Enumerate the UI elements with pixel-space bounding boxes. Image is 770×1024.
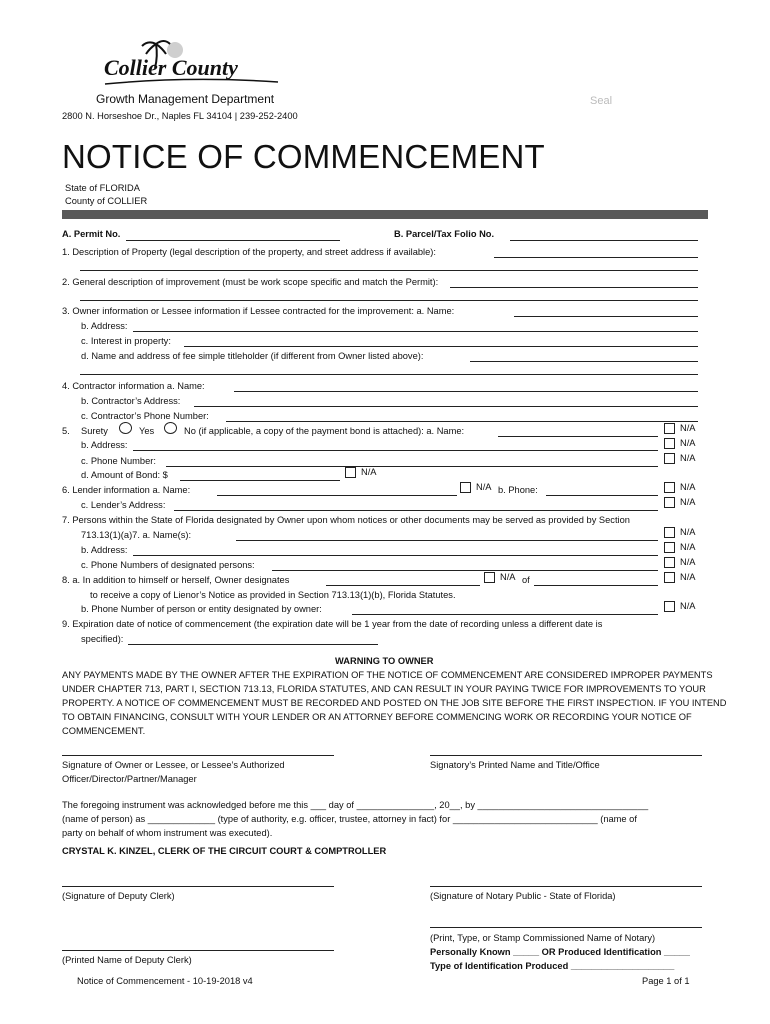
- item-5c-label: c. Phone Number:: [81, 456, 156, 466]
- signatory-name-label: Signatory’s Printed Name and Title/Office: [430, 760, 600, 770]
- na-label: N/A: [680, 497, 696, 507]
- surety-phone-field[interactable]: [166, 466, 658, 467]
- lender-phone-na-checkbox[interactable]: [664, 482, 675, 493]
- surety-phone-na-checkbox[interactable]: [664, 453, 675, 464]
- item-5d-label: d. Amount of Bond: $: [81, 470, 168, 480]
- na-label: N/A: [680, 527, 696, 537]
- notary-signature-field[interactable]: [430, 886, 702, 887]
- page-number: Page 1 of 1: [642, 976, 690, 986]
- contractor-phone-field[interactable]: [226, 421, 698, 422]
- titleholder-field[interactable]: [470, 361, 698, 362]
- deputy-signature-label: (Signature of Deputy Clerk): [62, 891, 175, 901]
- permit-field[interactable]: [126, 240, 340, 241]
- parcel-field[interactable]: [510, 240, 698, 241]
- surety-no-radio[interactable]: [164, 422, 177, 434]
- designee-name-na-checkbox[interactable]: [664, 527, 675, 538]
- identification-type-label: Type of Identification Produced ____________________: [430, 961, 675, 971]
- deputy-signature-field[interactable]: [62, 886, 334, 887]
- na-label: N/A: [680, 572, 696, 582]
- owner-designee-na-checkbox[interactable]: [484, 572, 495, 583]
- na-label: N/A: [680, 453, 696, 463]
- interest-field[interactable]: [184, 346, 698, 347]
- department-name: Growth Management Department: [96, 92, 275, 106]
- item-8-label: 8. a. In addition to himself or herself, Owner designates: [62, 575, 290, 585]
- item-3b-label: b. Address:: [81, 321, 128, 331]
- surety-address-na-checkbox[interactable]: [664, 438, 675, 449]
- deputy-name-field[interactable]: [62, 950, 334, 951]
- item-9-label: 9. Expiration date of notice of commencement (the expiration date will be 1 year from the date of recording unless a different date is: [62, 619, 603, 629]
- owner-designee-of-field[interactable]: [534, 585, 658, 586]
- owner-designee-of-na-checkbox[interactable]: [664, 572, 675, 583]
- item-9-continuation: specified):: [81, 634, 124, 644]
- seal-label: Seal: [590, 95, 613, 107]
- county-label: County of COLLIER: [65, 196, 148, 206]
- na-label: N/A: [361, 467, 377, 477]
- clerk-name: CRYSTAL K. KINZEL, CLERK OF THE CIRCUIT COURT & COMPTROLLER: [62, 846, 387, 856]
- item-3d-label: d. Name and address of fee simple titleholder (if different from Owner listed above):: [81, 351, 424, 361]
- item-8-of-label: of: [522, 575, 530, 585]
- notary-print-label: (Print, Type, or Stamp Commissioned Name of Notary): [430, 933, 656, 943]
- item-7a-label: 713.13(1)(a)7. a. Name(s):: [81, 530, 192, 540]
- item-5b-label: b. Address:: [81, 440, 128, 450]
- designee-phone-na-checkbox[interactable]: [664, 557, 675, 568]
- bond-amount-field[interactable]: [180, 480, 340, 481]
- owner-signature-label: Signature of Owner or Lessee, or Lessee’s Authorized: [62, 760, 285, 770]
- na-label: N/A: [680, 542, 696, 552]
- warning-line-2: UNDER CHAPTER 713, PART I, SECTION 713.13, FLORIDA STATUTES, AND CAN RESULT IN YOUR PAYING TWICE FOR IMPROVEMENTS TO YOUR: [62, 684, 706, 694]
- item-8-continuation: to receive a copy of Lienor’s Notice as provided in Section 713.13(1)(b), Florida Statutes.: [90, 590, 456, 600]
- na-label: N/A: [476, 482, 492, 492]
- owner-designee-field[interactable]: [326, 585, 480, 586]
- owner-address-field[interactable]: [133, 331, 698, 332]
- page-title: NOTICE OF COMMENCEMENT: [62, 138, 545, 175]
- expiration-date-field[interactable]: [128, 644, 378, 645]
- surety-name-na-checkbox[interactable]: [664, 423, 675, 434]
- owner-signature-label-2: Officer/Director/Partner/Manager: [62, 774, 197, 784]
- lender-name-field[interactable]: [217, 495, 457, 496]
- item-7c-label: c. Phone Numbers of designated persons:: [81, 560, 255, 570]
- item-4c-label: c. Contractor’s Phone Number:: [81, 411, 209, 421]
- designee-address-field[interactable]: [133, 555, 658, 556]
- notary-name-field[interactable]: [430, 927, 702, 928]
- bond-amount-na-checkbox[interactable]: [345, 467, 356, 478]
- owner-signature-field[interactable]: [62, 755, 334, 756]
- notary-signature-label: (Signature of Notary Public - State of Florida): [430, 891, 616, 901]
- warning-heading: WARNING TO OWNER: [335, 656, 434, 666]
- logo-text: Collier County: [104, 55, 238, 80]
- section-divider: [62, 210, 708, 219]
- na-label: N/A: [680, 482, 696, 492]
- parcel-label: B. Parcel/Tax Folio No.: [394, 229, 495, 239]
- item-5-number: 5.: [62, 426, 70, 436]
- item-3c-label: c. Interest in property:: [81, 336, 171, 346]
- designee-phone-number-na-checkbox[interactable]: [664, 601, 675, 612]
- item-2-field[interactable]: [450, 287, 698, 288]
- permit-label: A. Permit No.: [62, 229, 121, 239]
- warning-line-1: ANY PAYMENTS MADE BY THE OWNER AFTER THE EXPIRATION OF THE NOTICE OF COMMENCEMENT ARE CONSIDERED IMPROPER PAYMENTS: [62, 670, 713, 680]
- lender-name-na-checkbox[interactable]: [460, 482, 471, 493]
- na-label: N/A: [680, 438, 696, 448]
- item-1-label: 1. Description of Property (legal description of the property, and street address if available):: [62, 247, 436, 257]
- contractor-address-field[interactable]: [194, 406, 698, 407]
- lender-address-field[interactable]: [174, 510, 658, 511]
- surety-yes-radio[interactable]: [119, 422, 132, 434]
- surety-name-field[interactable]: [498, 436, 658, 437]
- warning-line-4: TO OBTAIN FINANCING, CONSULT WITH YOUR LENDER OR AN ATTORNEY BEFORE COMMENCING WORK OR RECORDING YOUR NOTICE OF: [62, 712, 692, 722]
- item-1-field[interactable]: [494, 257, 698, 258]
- item-4b-label: b. Contractor’s Address:: [81, 396, 181, 406]
- personally-known-label: Personally Known _____ OR Produced Identification _____: [430, 947, 690, 957]
- designee-name-field[interactable]: [236, 540, 658, 541]
- signatory-name-field[interactable]: [430, 755, 702, 756]
- state-label: State of FLORIDA: [65, 183, 140, 193]
- designee-phone-field[interactable]: [272, 570, 658, 571]
- acknowledgement-line-2: (name of person) as _____________ (type of authority, e.g. officer, trustee, attorney in fact) for ____________________________ (name of: [62, 814, 637, 824]
- na-label: N/A: [680, 423, 696, 433]
- item-2-label: 2. General description of improvement (must be work scope specific and match the Permit):: [62, 277, 439, 287]
- acknowledgement-line-1: The foregoing instrument was acknowledged before me this ___ day of _______________, 20__, by _________________________________: [62, 800, 649, 810]
- designee-address-na-checkbox[interactable]: [664, 542, 675, 553]
- item-7-label: 7. Persons within the State of Florida designated by Owner upon whom notices or other documents may be served as provided by Section: [62, 515, 630, 525]
- form-version: Notice of Commencement - 10-19-2018 v4: [77, 976, 253, 986]
- warning-line-3: PROPERTY. A NOTICE OF COMMENCEMENT MUST BE RECORDED AND POSTED ON THE JOB SITE BEFORE THE FIRST INSPECTION. IF YOU INTEND: [62, 698, 727, 708]
- item-6-label: 6. Lender information a. Name:: [62, 485, 191, 495]
- item-2-field-2[interactable]: [80, 300, 698, 301]
- surety-label: Surety: [81, 426, 108, 436]
- lender-phone-field[interactable]: [546, 495, 658, 496]
- na-label: N/A: [500, 572, 516, 582]
- surety-address-field[interactable]: [133, 450, 658, 451]
- department-address: 2800 N. Horseshoe Dr., Naples FL 34104 | 239-252-2400: [62, 111, 298, 121]
- designee-phone-number-field[interactable]: [352, 614, 658, 615]
- na-label: N/A: [680, 557, 696, 567]
- item-8b-label: b. Phone Number of person or entity designated by owner:: [81, 604, 322, 614]
- item-4-label: 4. Contractor information a. Name:: [62, 381, 205, 391]
- item-3-label: 3. Owner information or Lessee information if Lessee contracted for the improvement: a. Name:: [62, 306, 455, 316]
- lender-phone-label: b. Phone:: [498, 485, 538, 495]
- item-7b-label: b. Address:: [81, 545, 128, 555]
- contractor-name-field[interactable]: [234, 391, 698, 392]
- acknowledgement-line-3: party on behalf of whom instrument was executed).: [62, 828, 273, 838]
- warning-line-5: COMMENCEMENT.: [62, 726, 146, 736]
- surety-yes-label: Yes: [139, 426, 155, 436]
- deputy-print-label: (Printed Name of Deputy Clerk): [62, 955, 192, 965]
- titleholder-field-2[interactable]: [80, 374, 698, 375]
- item-1-field-2[interactable]: [80, 270, 698, 271]
- surety-no-label: No (if applicable, a copy of the payment bond is attached): a. Name:: [184, 426, 465, 436]
- item-6c-label: c. Lender’s Address:: [81, 500, 166, 510]
- lender-address-na-checkbox[interactable]: [664, 497, 675, 508]
- owner-name-field[interactable]: [514, 316, 698, 317]
- na-label: N/A: [680, 601, 696, 611]
